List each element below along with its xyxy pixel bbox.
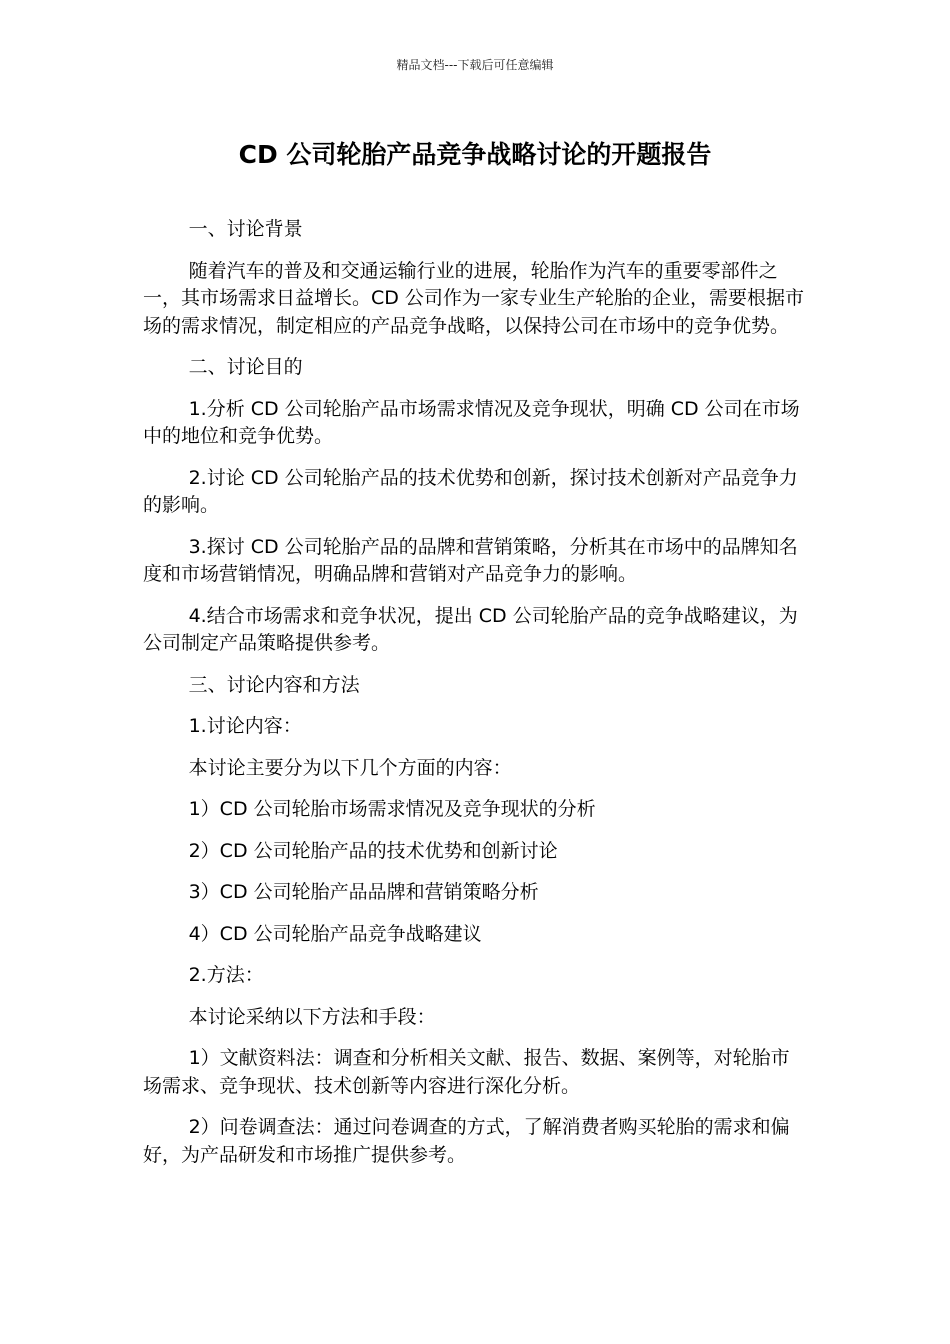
document-title: CD 公司轮胎产品竞争战略讨论的开题报告 — [238, 140, 712, 169]
subheading-method: 2.方法： — [188, 964, 264, 986]
section-heading-content-method: 三、讨论内容和方法 — [188, 673, 360, 696]
content-item-2: 2）CD 公司轮胎产品的技术优势和创新讨论 — [188, 839, 558, 862]
purpose-item-1: 1.分析 CD 公司轮胎产品市场需求情况及竞争现状，明确 CD 公司在市场中的地位和竞争优势。 — [143, 397, 800, 447]
content-item-1: 1）CD 公司轮胎市场需求情况及竞争现状的分析 — [188, 798, 596, 820]
header-note: 精品文档---下载后可任意编辑 — [396, 58, 554, 72]
method-item-2: 2）问卷调查法：通过问卷调查的方式，了解消费者购买轮胎的需求和偏好，为产品研发和市场推广提供参考。 — [143, 1116, 790, 1166]
document-body — [143, 216, 807, 1183]
purpose-item-3: 3.探讨 CD 公司轮胎产品的品牌和营销策略，分析其在市场中的品牌知名度和市场营销情况，明确品牌和营销对产品竞争力的影响。 — [143, 535, 798, 585]
content-item-4: 4）CD 公司轮胎产品竞争战略建议 — [188, 922, 482, 945]
section-heading-background: 一、讨论背景 — [188, 218, 303, 240]
section-heading-purpose: 二、讨论目的 — [188, 356, 303, 378]
paragraph-content-intro: 本讨论主要分为以下几个方面的内容： — [188, 756, 512, 779]
subheading-content: 1.讨论内容： — [188, 715, 302, 737]
purpose-item-2: 2.讨论 CD 公司轮胎产品的技术优势和创新，探讨技术创新对产品竞争力的影响。 — [143, 466, 798, 516]
paragraph-method-intro: 本讨论采纳以下方法和手段： — [188, 1005, 436, 1028]
paragraph-background: 随着汽车的普及和交通运输行业的进展，轮胎作为汽车的重要零部件之一，其市场需求日益增长。CD 公司作为一家专业生产轮胎的企业，需要根据市场的需求情况，制定相应的产品竞争战略，以保持公司在市场中的竞争优势。 — [143, 259, 804, 337]
content-item-3: 3）CD 公司轮胎产品品牌和营销策略分析 — [188, 881, 539, 903]
purpose-item-4: 4.结合市场需求和竞争状况，提出 CD 公司轮胎产品的竞争战略建议，为公司制定产品策略提供参考。 — [143, 604, 798, 654]
method-item-1: 1）文献资料法：调查和分析相关文献、报告、数据、案例等，对轮胎市场需求、竞争现状、技术创新等内容进行深化分析。 — [143, 1047, 790, 1097]
